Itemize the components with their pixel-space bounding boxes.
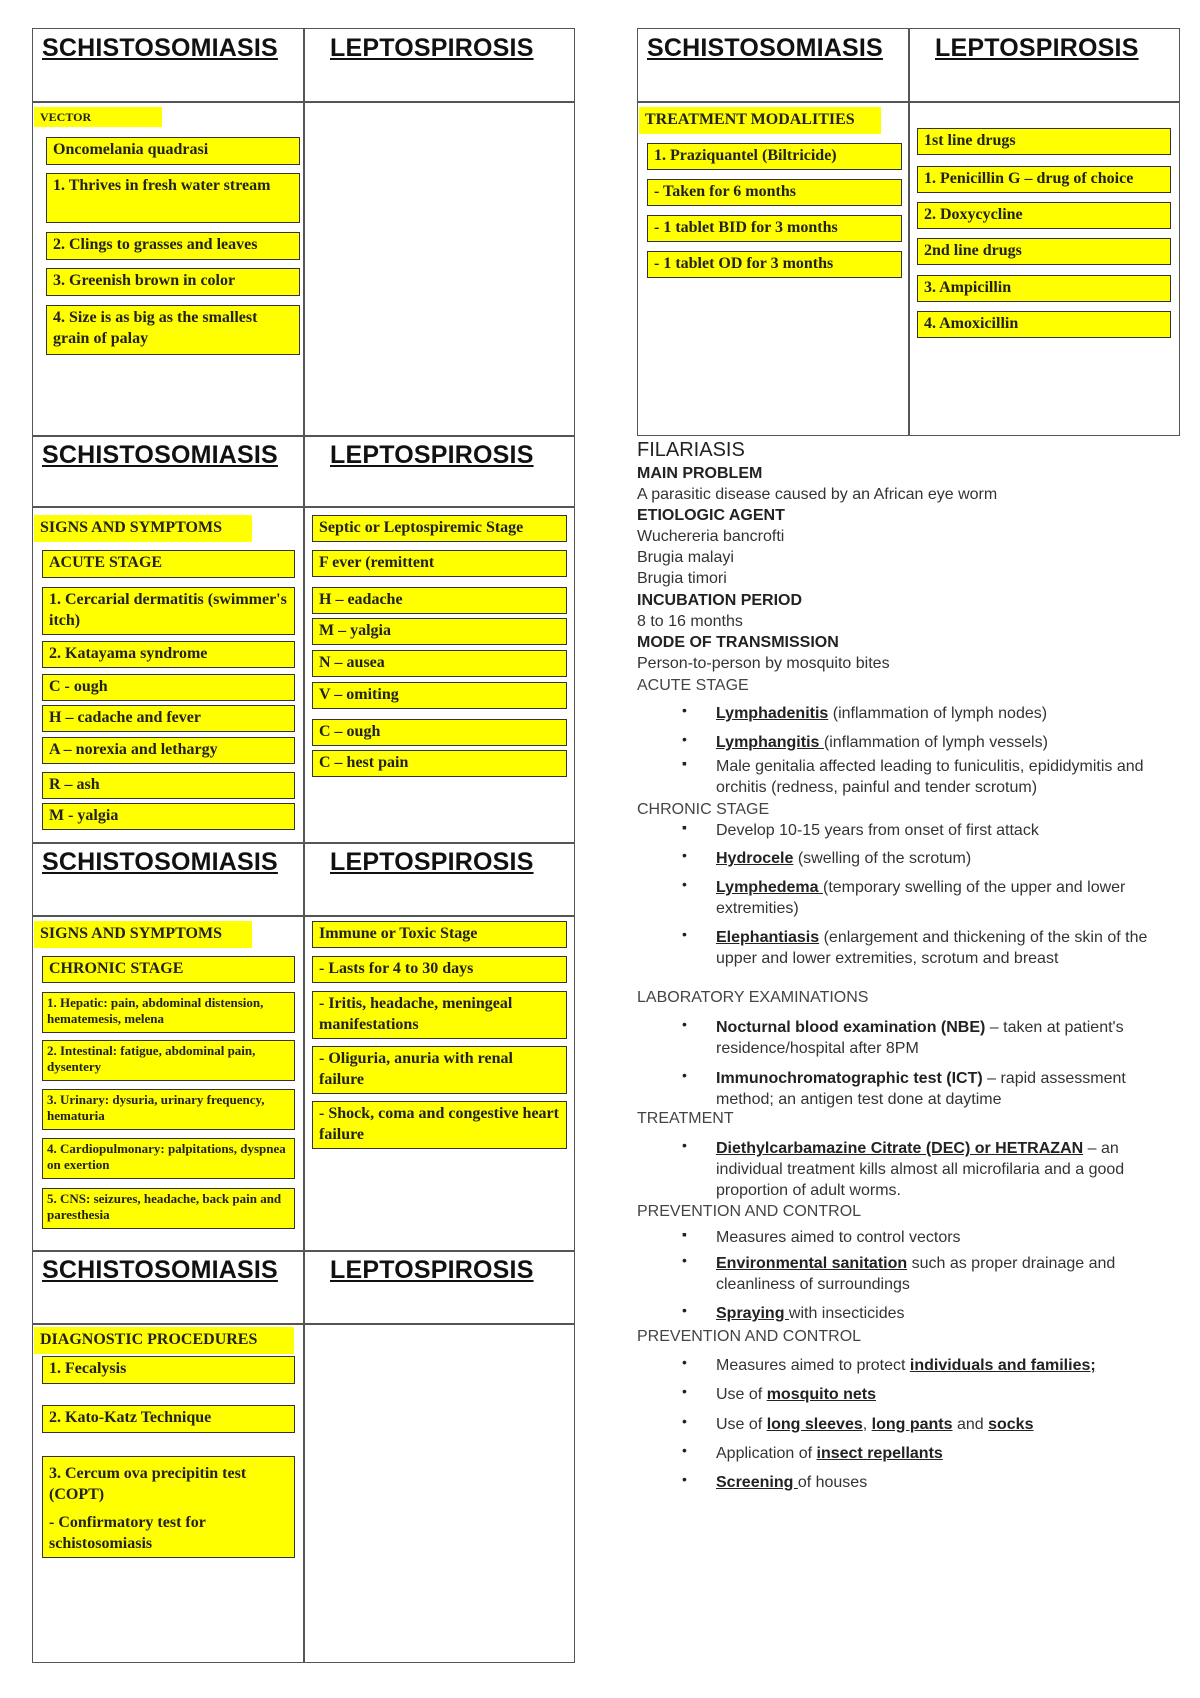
etiologic-heading: ETIOLOGIC AGENT bbox=[637, 507, 785, 524]
header-leptospirosis: LEPTOSPIROSIS bbox=[935, 34, 1139, 62]
toxic-item: - Lasts for 4 to 30 days bbox=[312, 956, 567, 983]
bullet-icon: • bbox=[682, 702, 687, 718]
chronic-item: 5. CNS: seizures, headache, back pain and paresthesia bbox=[42, 1188, 295, 1229]
header-leptospirosis: LEPTOSPIROSIS bbox=[330, 1256, 534, 1284]
drug-item: 2nd line drugs bbox=[917, 238, 1171, 265]
bullet-text: Measures aimed to protect individuals and families; bbox=[716, 1357, 1096, 1374]
bullet-text: Elephantiasis (enlargement and thickening of the skin of the upper and lower extremities, scrotum and breast bbox=[716, 929, 1148, 967]
header-schistosomiasis: SCHISTOSOMIASIS bbox=[42, 34, 278, 62]
treatment-item: 1. Praziquantel (Biltricide) bbox=[647, 143, 902, 170]
treatment-item: - 1 tablet OD for 3 months bbox=[647, 251, 902, 278]
diagnostic-item: - Confirmatory test for schistosomiasis bbox=[43, 1510, 294, 1556]
bullet-icon: • bbox=[682, 926, 687, 942]
vector-item: 2. Clings to grasses and leaves bbox=[46, 232, 300, 260]
bullet-text: Nocturnal blood examination (NBE) – taken at patient's residence/hospital after 8PM bbox=[716, 1019, 1124, 1057]
septic-item: C – ough bbox=[312, 719, 567, 746]
mode-heading: MODE OF TRANSMISSION bbox=[637, 634, 839, 651]
bullet-icon: • bbox=[682, 1252, 687, 1268]
bullet-icon: ▪ bbox=[682, 819, 687, 835]
bullet-text: Immunochromatographic test (ICT) – rapid assessment method; an antigen test done at daytime bbox=[716, 1070, 1126, 1108]
bullet-text: Application of insect repellants bbox=[716, 1445, 943, 1462]
section-heading: LABORATORY EXAMINATIONS bbox=[637, 989, 869, 1006]
main-problem-text: A parasitic disease caused by an African eye worm bbox=[637, 486, 998, 503]
toxic-item: Immune or Toxic Stage bbox=[312, 921, 567, 948]
section-heading: PREVENTION AND CONTROL bbox=[637, 1328, 862, 1345]
bullet-text: Spraying with insecticides bbox=[716, 1305, 905, 1322]
section-heading: CHRONIC STAGE bbox=[637, 801, 770, 818]
header-schistosomiasis: SCHISTOSOMIASIS bbox=[647, 34, 883, 62]
septic-item: Septic or Leptospiremic Stage bbox=[312, 515, 567, 542]
bullet-text: Lymphedema (temporary swelling of the upper and lower extremities) bbox=[716, 879, 1126, 917]
header-leptospirosis: LEPTOSPIROSIS bbox=[330, 848, 534, 876]
toxic-item: - Shock, coma and congestive heart failure bbox=[312, 1101, 567, 1149]
septic-item: H – eadache bbox=[312, 587, 567, 614]
septic-item: N – ausea bbox=[312, 650, 567, 677]
chronic-item: 1. Hepatic: pain, abdominal distension, hematemesis, melena bbox=[42, 992, 295, 1033]
section-label-diagnostic: DIAGNOSTIC PROCEDURES bbox=[34, 1327, 294, 1354]
main-problem-heading: MAIN PROBLEM bbox=[637, 465, 763, 482]
header-leptospirosis: LEPTOSPIROSIS bbox=[330, 441, 534, 469]
header-schistosomiasis: SCHISTOSOMIASIS bbox=[42, 848, 278, 876]
drug-item: 3. Ampicillin bbox=[917, 275, 1171, 302]
bullet-text: Environmental sanitation such as proper drainage and cleanliness of surroundings bbox=[716, 1255, 1116, 1293]
acute-item: M - yalgia bbox=[42, 803, 295, 830]
section-heading: PREVENTION AND CONTROL bbox=[637, 1203, 862, 1220]
acute-item: ACUTE STAGE bbox=[42, 550, 295, 578]
septic-item: C – hest pain bbox=[312, 750, 567, 777]
bullet-text: Lymphadenitis (inflammation of lymph nodes) bbox=[716, 705, 1048, 722]
acute-item: R – ash bbox=[42, 772, 295, 799]
chronic-item: 3. Urinary: dysuria, urinary frequency, hematuria bbox=[42, 1089, 295, 1130]
section-label-vector: VECTOR bbox=[34, 107, 162, 127]
header-schistosomiasis: SCHISTOSOMIASIS bbox=[42, 1256, 278, 1284]
bullet-icon: ▪ bbox=[682, 1226, 687, 1242]
bullet-icon: ▪ bbox=[682, 755, 687, 771]
etiologic-item: Brugia malayi bbox=[637, 549, 734, 566]
bullet-text: Screening of houses bbox=[716, 1474, 868, 1491]
incubation-heading: INCUBATION PERIOD bbox=[637, 592, 803, 609]
chronic-item: 4. Cardiopulmonary: palpitations, dyspnea on exertion bbox=[42, 1138, 295, 1179]
row-line bbox=[32, 1323, 575, 1325]
bullet-icon: • bbox=[682, 1067, 687, 1083]
section-label-signs: SIGNS AND SYMPTOMS bbox=[34, 921, 252, 948]
treatment-item: - Taken for 6 months bbox=[647, 179, 902, 206]
vector-item: Oncomelania quadrasi bbox=[46, 137, 300, 165]
acute-item: A – norexia and lethargy bbox=[42, 737, 295, 764]
septic-item: V – omiting bbox=[312, 682, 567, 709]
row-line bbox=[32, 101, 575, 103]
mode-text: Person-to-person by mosquito bites bbox=[637, 655, 890, 672]
bullet-icon: • bbox=[682, 1302, 687, 1318]
header-schistosomiasis: SCHISTOSOMIASIS bbox=[42, 441, 278, 469]
acute-item: 2. Katayama syndrome bbox=[42, 641, 295, 668]
bullet-icon: • bbox=[682, 731, 687, 747]
treatment-item: - 1 tablet BID for 3 months bbox=[647, 215, 902, 242]
bullet-text: Lymphangitis (inflammation of lymph vessels) bbox=[716, 734, 1048, 751]
vector-item: 3. Greenish brown in color bbox=[46, 268, 300, 296]
row-line bbox=[32, 842, 575, 844]
toxic-item: - Iritis, headache, meningeal manifestations bbox=[312, 991, 567, 1039]
bullet-icon: • bbox=[682, 1413, 687, 1429]
row-line bbox=[32, 435, 575, 437]
section-label-signs: SIGNS AND SYMPTOMS bbox=[34, 515, 252, 542]
drug-item: 2. Doxycycline bbox=[917, 202, 1171, 229]
septic-item: M – yalgia bbox=[312, 618, 567, 645]
toxic-item: - Oliguria, anuria with renal failure bbox=[312, 1046, 567, 1094]
acute-item: 1. Cercarial dermatitis (swimmer's itch) bbox=[42, 587, 295, 635]
row-line bbox=[32, 915, 575, 917]
bullet-icon: • bbox=[682, 1383, 687, 1399]
bullet-icon: • bbox=[682, 1442, 687, 1458]
etiologic-item: Wuchereria bancrofti bbox=[637, 528, 785, 545]
incubation-text: 8 to 16 months bbox=[637, 613, 743, 630]
chronic-item: CHRONIC STAGE bbox=[42, 956, 295, 983]
chronic-item: 2. Intestinal: fatigue, abdominal pain, dysentery bbox=[42, 1040, 295, 1081]
bullet-text: Develop 10-15 years from onset of first attack bbox=[716, 822, 1039, 839]
vector-item: 1. Thrives in fresh water stream bbox=[46, 173, 300, 223]
bullet-text: Hydrocele (swelling of the scrotum) bbox=[716, 850, 972, 867]
section-heading: TREATMENT bbox=[637, 1110, 734, 1127]
bullet-text: Diethylcarbamazine Citrate (DEC) or HETRAZAN – an individual treatment kills almost all microfilaria and a good proportion of adult worms. bbox=[716, 1140, 1125, 1199]
acute-item: H – cadache and fever bbox=[42, 705, 295, 732]
diagnostic-item: 2. Kato-Katz Technique bbox=[42, 1405, 295, 1433]
row-line bbox=[637, 101, 1180, 103]
drug-item: 1st line drugs bbox=[917, 128, 1171, 155]
septic-item: F ever (remittent bbox=[312, 550, 567, 577]
row-line bbox=[32, 506, 575, 508]
drug-item: 4. Amoxicillin bbox=[917, 311, 1171, 338]
bullet-text: Male genitalia affected leading to funiculitis, epididymitis and orchitis (redness, painful and tender scrotum) bbox=[716, 758, 1144, 796]
bullet-text: Measures aimed to control vectors bbox=[716, 1229, 961, 1246]
header-leptospirosis: LEPTOSPIROSIS bbox=[330, 34, 534, 62]
acute-stage-heading: ACUTE STAGE bbox=[637, 677, 749, 694]
bullet-icon: • bbox=[682, 847, 687, 863]
bullet-icon: • bbox=[682, 876, 687, 892]
acute-item: C - ough bbox=[42, 674, 295, 701]
right-table-divider bbox=[908, 28, 910, 436]
left-table-divider bbox=[303, 28, 305, 1663]
filariasis-title: FILARIASIS bbox=[637, 439, 745, 461]
section-label-treatment: TREATMENT MODALITIES bbox=[639, 107, 881, 134]
etiologic-item: Brugia timori bbox=[637, 570, 727, 587]
row-line bbox=[32, 1250, 575, 1252]
diagnostic-item: 3. Cercum ova precipitin test (COPT) bbox=[42, 1456, 295, 1558]
bullet-icon: • bbox=[682, 1137, 687, 1153]
bullet-text: Use of mosquito nets bbox=[716, 1386, 877, 1403]
bullet-icon: • bbox=[682, 1016, 687, 1032]
bullet-text: Use of long sleeves, long pants and socks bbox=[716, 1416, 1034, 1433]
bullet-icon: • bbox=[682, 1354, 687, 1370]
bullet-icon: • bbox=[682, 1471, 687, 1487]
diagnostic-item: 1. Fecalysis bbox=[42, 1356, 295, 1384]
drug-item: 1. Penicillin G – drug of choice bbox=[917, 166, 1171, 193]
vector-item: 4. Size is as big as the smallest grain of palay bbox=[46, 305, 300, 355]
